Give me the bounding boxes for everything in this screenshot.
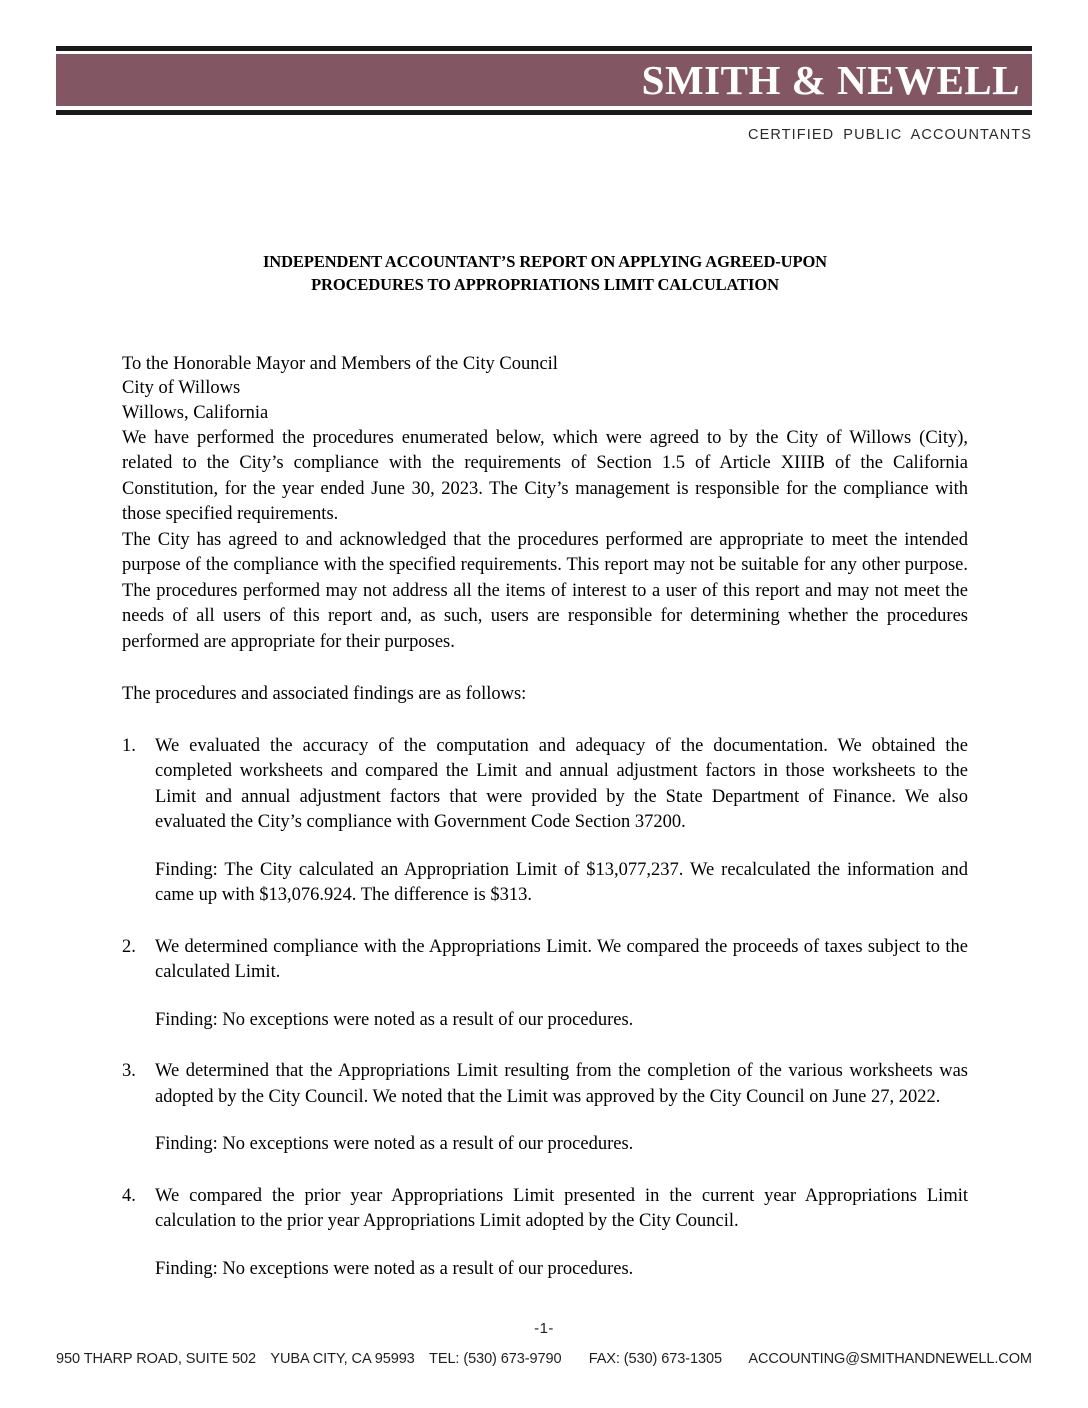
procedure-number: 2. <box>122 936 136 957</box>
procedure-item <box>122 734 968 909</box>
footer-fax: FAX: (530) 673-1305 <box>588 1350 722 1367</box>
firm-tagline: CERTIFIED PUBLIC ACCOUNTANTS <box>748 127 1032 143</box>
firm-name: SMITH & NEWELL <box>641 56 1020 103</box>
procedure-finding: Finding: The City calculated an Appropriation Limit of $13,077,237. We recalculated the information and came up with $13,076.924. The difference is $313. <box>155 859 968 906</box>
intro-paragraph-1: We have performed the procedures enumerated below, which were agreed to by the City of Willows (City), related to the City’s compliance with the requirements of Section 1.5 of Article XIIIB of the California Constitution, for the year ended June 30, 2023. The City’s management is responsible for the compliance with those specified requirements. <box>122 427 968 525</box>
procedure-text: We evaluated the accuracy of the computation and adequacy of the documentation. We obtained the completed worksheets and compared the Limit and annual adjustment factors in those worksheets to the Limit and annual adjustment factors that were provided by the State Department of Finance. We also evaluated the City’s compliance with Government Code Section 37200. <box>155 735 968 833</box>
addressee-block <box>122 352 968 426</box>
procedure-body <box>155 734 968 909</box>
procedure-text: We determined compliance with the Appropriations Limit. We compared the proceeds of taxes subject to the calculated Limit. <box>155 936 968 983</box>
footer-city-state-zip: YUBA CITY, CA 95993 <box>270 1350 415 1367</box>
footer-email: ACCOUNTING@SMITHANDNEWELL.COM <box>748 1350 1032 1367</box>
addressee-line-1: To the Honorable Mayor and Members of the City Council <box>122 353 558 374</box>
procedure-finding: Finding: No exceptions were noted as a result of our procedures. <box>155 1259 634 1279</box>
procedure-number: 4. <box>122 1185 136 1206</box>
procedures-lead-in: The procedures and associated findings are as follows: <box>122 684 527 705</box>
report-title-line-2: PROCEDURES TO APPROPRIATIONS LIMIT CALCULATION <box>311 275 779 295</box>
procedure-item <box>122 1184 968 1283</box>
procedure-number: 3. <box>122 1061 136 1082</box>
footer-address: 950 THARP ROAD, SUITE 502 <box>56 1350 257 1367</box>
report-title <box>175 250 915 297</box>
addressee-line-3: Willows, California <box>122 403 269 424</box>
procedure-body <box>155 935 968 1034</box>
procedure-finding: Finding: No exceptions were noted as a result of our procedures. <box>155 1009 634 1030</box>
procedure-body <box>155 1184 968 1283</box>
procedure-item <box>122 935 968 1034</box>
procedure-body <box>155 1059 968 1158</box>
document-content <box>122 250 968 1283</box>
header-rule-bottom <box>56 110 1032 115</box>
procedures-list <box>122 734 968 1283</box>
letterhead <box>56 46 1032 143</box>
brand-band <box>56 54 1032 106</box>
footer-telephone: TEL: (530) 673-9790 <box>429 1350 562 1367</box>
footer-contact-line <box>16 1350 1071 1367</box>
procedure-item <box>122 1059 968 1158</box>
procedure-text: We determined that the Appropriations Limit resulting from the completion of the various worksheets was adopted by the City Council. We noted that the Limit was approved by the City Council on June 27, 2022. <box>155 1061 968 1107</box>
procedure-number: 1. <box>122 735 136 756</box>
intro-paragraph-2: The City has agreed to and acknowledged that the procedures performed are appropriate to meet the intended purpose of the compliance with the specified requirements. This report may not be suitable for any other purpose. The procedures performed may not address all the items of interest to a user of this report and may not meet the needs of all users of this report and, as such, users are responsible for determining whether the procedures performed are appropriate for their purposes. <box>122 529 968 652</box>
header-rule-top <box>56 46 1032 51</box>
page-number: -1- <box>534 1320 554 1337</box>
addressee-line-2: City of Willows <box>122 378 241 399</box>
procedure-finding: Finding: No exceptions were noted as a result of our procedures. <box>155 1134 634 1155</box>
report-title-line-1: INDEPENDENT ACCOUNTANT’S REPORT ON APPLYING AGREED-UPON <box>262 252 827 271</box>
procedure-text: We compared the prior year Appropriations Limit presented in the current year Appropriations Limit calculation to the prior year Appropriations Limit adopted by the City Council. <box>155 1185 968 1232</box>
